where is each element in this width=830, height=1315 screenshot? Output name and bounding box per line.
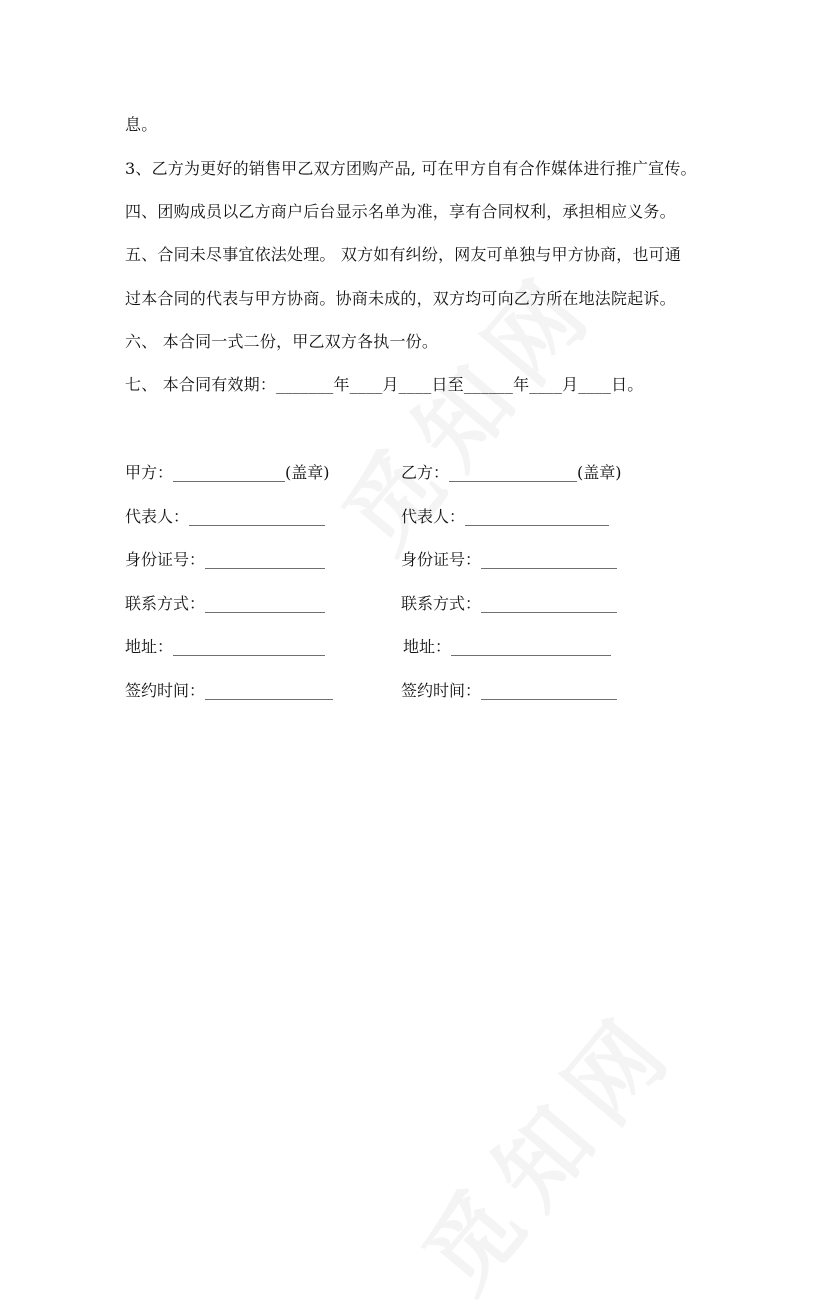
- party-b-name: 乙方：________________(盖章): [401, 463, 622, 482]
- party-a-sign-time: 签约时间：________________: [125, 681, 334, 700]
- clause-four: 四、团购成员以乙方商户后台显示名单为准，享有合同权利，承担相应义务。: [125, 202, 676, 221]
- party-b-contact: 联系方式：_________________: [401, 594, 618, 613]
- party-a-name: 甲方：______________(盖章): [125, 463, 330, 482]
- clause-five-line-2: 过本合同的代表与甲方协商。协商未成的，双方均可向乙方所在地法院起诉。: [125, 289, 676, 308]
- party-a-contact: 联系方式：_______________: [125, 594, 326, 613]
- clause-six: 六、 本合同一式二份，甲乙双方各执一份。: [125, 332, 439, 351]
- party-b-sign-time: 签约时间：_________________: [401, 681, 618, 700]
- paragraph-continuation: 息。: [125, 115, 158, 134]
- party-a-address: 地址：___________________: [125, 637, 326, 656]
- party-a-representative: 代表人：_________________: [125, 507, 326, 526]
- party-b-representative: 代表人：__________________: [401, 507, 610, 526]
- party-a-id-number: 身份证号：_______________: [125, 550, 326, 569]
- clause-seven: 七、 本合同有效期：_______年____月____日至______年____月____日。: [125, 375, 644, 394]
- party-b-id-number: 身份证号：_________________: [401, 550, 618, 569]
- party-b-address: 地址：____________________: [403, 637, 612, 656]
- clause-3: 3、乙方为更好的销售甲乙双方团购产品, 可在甲方自有合作媒体进行推广宣传。: [125, 159, 697, 178]
- watermark-bottom: [388, 977, 701, 1315]
- clause-five-line-1: 五、合同未尽事宜依法处理。 双方如有纠纷，网友可单独与甲方协商，也可通: [125, 245, 682, 264]
